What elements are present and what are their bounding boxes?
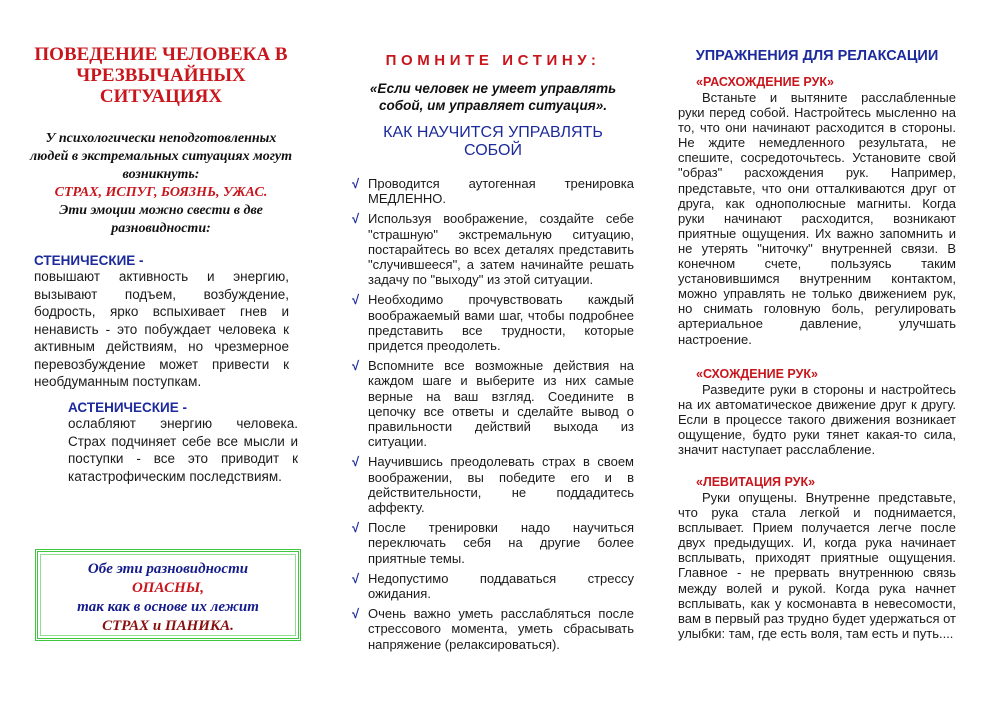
column2-subtitle: КАК НАУЧИТСЯ УПРАВЛЯТЬ СОБОЙ — [383, 124, 603, 159]
intro-line1: У психологически неподготовленных людей в экстремальных ситуациях могут возникнуть: — [30, 131, 293, 182]
tip-text: Проводится аутогенная тренировка МЕДЛЕННО. — [368, 176, 634, 207]
tip-text: Вспомните все возможные действия на каждом шаге и выберите из них самые верные на ваш взгляд. Соедините в цепочку все ответы и сделайте вывод о правильности действий выхода из ситуации. — [368, 358, 634, 450]
exercise-arms-apart — [678, 74, 956, 347]
check-icon: √ — [352, 606, 360, 622]
check-icon: √ — [352, 292, 360, 308]
quote: «Если человек не умеет управлять собой, им управляет ситуация». — [369, 81, 617, 113]
asthenic-section — [68, 400, 298, 485]
tip-text: Научившись преодолевать страх в своем воображении, вы победите его и в действительности, не поддадитесь аффекту. — [368, 454, 634, 516]
danger-box-line2: ОПАСНЫ, — [131, 580, 205, 596]
tip-text: После тренировки надо научиться переключать себя на другие более приятные темы. — [368, 520, 634, 566]
tip-item — [352, 454, 634, 516]
tip-item — [352, 292, 634, 354]
intro-emotions: СТРАХ, ИСПУГ, БОЯЗНЬ, УЖАС. — [54, 185, 268, 200]
tip-text: Используя воображение, создайте себе "страшную" экстремальную ситуацию, постарайтесь во всех деталях представить "случившееся", а затем начинайте решать задачу по "выходу" из этой ситуации. — [368, 211, 634, 288]
check-icon: √ — [352, 570, 360, 586]
tip-text: Очень важно уметь расслабляться после стрессового момента, уметь сбрасывать напряжение (релаксироваться). — [368, 606, 634, 652]
exercise-text: Разведите руки в стороны и настройтесь на их автоматическое движение друг к другу. Если в процессе такого движения возникает ощущение, будто руки тянет какая-то сила, значит наступает расслабление. — [678, 382, 956, 458]
tip-text: Недопустимо поддаваться стрессу ожидания. — [368, 570, 634, 602]
exercise-name: «СХОЖДЕНИЕ РУК» — [696, 367, 818, 381]
tip-item — [352, 211, 634, 288]
tip-item — [352, 520, 634, 566]
exercise-text: Руки опущены. Внутренне представьте, что рука стала легкой и поднимается, всплывает. Прием получается легче после двух предыдущих. И, когда рука начинает всплывать, приходят приятные ощущения. Главное - не прервать внутреннюю связь между волей и рукой. Когда рука начнет всплывать, как у космонавта в невесомости, вам в первый раз трудно будет удержаться от улыбки: там, где есть воля, там есть и путь.... — [678, 490, 956, 641]
sthenic-text: повышают активность и энергию, вызывают подъем, возбуждение, бодрость, ярко вспыхивает гнев и ненависть - это побуждает человека к активным действиям, но чрезмерное перевозбуждение может привести к необдуманным поступкам. — [34, 269, 289, 389]
check-icon: √ — [352, 211, 360, 227]
check-icon: √ — [352, 454, 360, 470]
check-icon: √ — [352, 520, 360, 536]
intro-line2: Эти эмоции можно свести в две разновидности: — [59, 203, 263, 236]
sthenic-heading: СТЕНИЧЕСКИЕ - — [34, 253, 144, 268]
exercise-arm-levitation — [678, 474, 956, 641]
intro-text — [30, 130, 292, 238]
asthenic-text: ослабляют энергию человека. Страх подчиняет себе все мысли и поступки - все это приводит к катастрофическим последствиям. — [68, 416, 298, 484]
exercise-name: «РАСХОЖДЕНИЕ РУК» — [696, 75, 834, 89]
asthenic-heading: АСТЕНИЧЕСКИЕ - — [68, 400, 187, 415]
tip-item — [352, 606, 634, 652]
exercise-arms-together — [678, 366, 956, 457]
tips-list — [352, 176, 634, 657]
check-icon: √ — [352, 176, 360, 191]
danger-box-line1: Обе эти разновидности — [87, 561, 249, 577]
danger-box — [35, 549, 301, 641]
column3-title: УПРАЖНЕНИЯ ДЛЯ РЕЛАКСАЦИИ — [695, 48, 939, 64]
danger-box-line3: так как в основе их лежит — [77, 599, 259, 615]
tip-text: Необходимо прочувствовать каждый воображаемый вами шаг, чтобы подробнее представить все трудности, которые придется преодолеть. — [368, 292, 634, 354]
tip-item — [352, 570, 634, 602]
check-icon: √ — [352, 358, 360, 374]
tip-item — [352, 176, 634, 207]
sthenic-section — [34, 253, 289, 391]
exercise-text: Встаньте и вытяните расслабленные руки перед собой. Настройтесь мысленно на то, что они начинают расходится в стороны. Не ждите немедленного результата, не спешите, сосредоточьтесь. Установите свой "образ" расхождения рук. Например, представьте, что они отталкиваются друг от друга, как однополюсные магниты. Когда руки начинают расходится, возникают приятные ощущения. Их важно запомнить и не утерять "ниточку" внутренней связи. В конечном счете, пользуясь таким установившимся внутренним контактом, можно управлять не только движением рук, но снимать головную боль, регулировать артериальное давление, улучшать настроение. — [678, 90, 956, 347]
column1-title: ПОВЕДЕНИЕ ЧЕЛОВЕКА В ЧРЕЗВЫЧАЙНЫХ СИТУАЦИЯХ — [34, 44, 288, 107]
danger-box-line4: СТРАХ и ПАНИКА. — [102, 618, 234, 634]
exercise-name: «ЛЕВИТАЦИЯ РУК» — [696, 475, 816, 489]
column2-title: ПОМНИТЕ ИСТИНУ: — [385, 52, 601, 69]
tip-item — [352, 358, 634, 450]
